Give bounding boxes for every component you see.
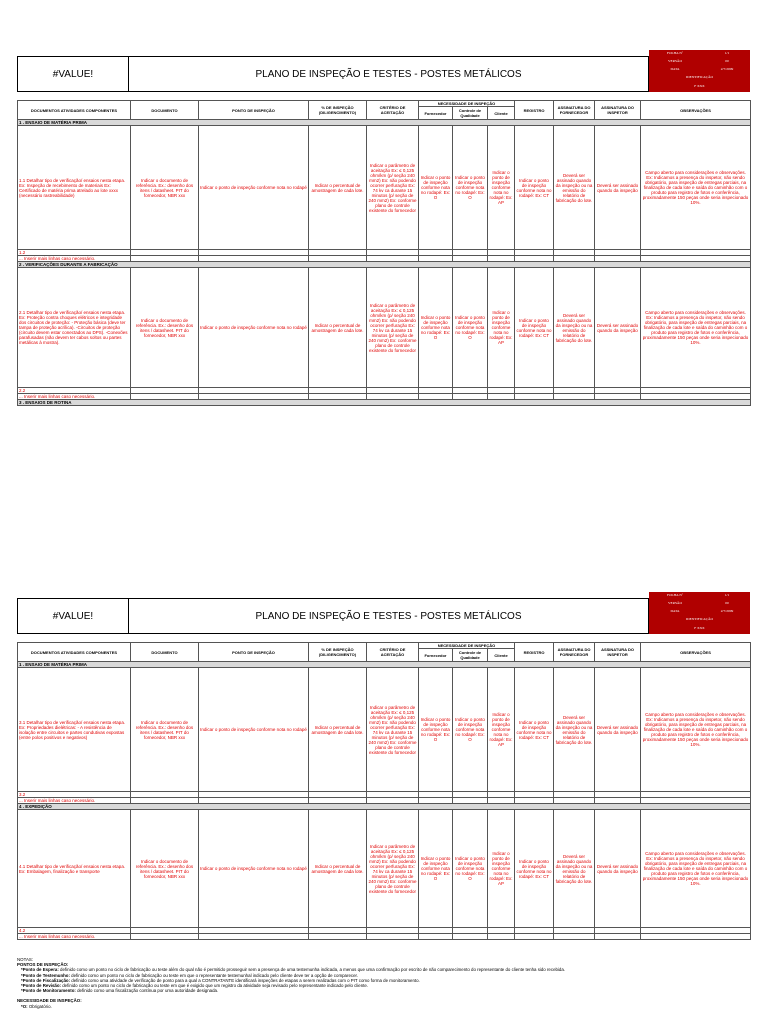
item-number: 4.2: [18, 928, 131, 934]
observacoes-cell: Campo aberto para considerações e observações. Ex: Indicamos a presença do inspetor, não sendo obrigatório, para inspeção de entregas parciais, na finalização de cada lote e saída do caminhão com o produto para registro de fotos e conferência, proximadamente 150 peças onde seria inspecionado 10%.: [641, 126, 751, 250]
identification-value: F XXX: [694, 626, 705, 630]
note-key: *Ponto de Monitoramento:: [21, 988, 76, 994]
info-key: FOLHA Nº: [667, 593, 683, 597]
identification-label: IDENTIFICAÇÃO: [685, 617, 714, 621]
identification-label: IDENTIFICAÇÃO: [685, 75, 714, 79]
note-key: *Ponto de Espera:: [21, 967, 59, 973]
criterio-cell: Indicar o parâmetro de aceitação Ex: ≤ 0,125 ohm/km (p/ seção 240 mm2) Ex: não podendo ocorrer perfuração Ex: 74 kv ca durante 15 minutos (p/ seção de 240 mm2) Ex: conforme plano de controle existente do fornecedor: [367, 668, 419, 792]
col-observacoes: OBSERVAÇÕES: [641, 643, 751, 662]
col-fornecedor: Fornecedor: [419, 649, 453, 662]
fornecedor-cell: Indicar o ponto de inspeção conforme nota no rodapé: Ex: O: [419, 810, 453, 928]
col-criterio: CRITÉRIO DE ACEITAÇÃO: [367, 643, 419, 662]
col-assinatura-inspetor: ASSINATURA DO INSPETOR: [595, 643, 641, 662]
info-value: 1/1: [724, 51, 730, 55]
assinatura-fornecedor-cell: Deverá ser assinado quando da inspeção ou na emissão do relatório de fabricação do lote.: [554, 668, 595, 792]
insert-note: ... Inserir mais linhas caso necessário.: [18, 256, 131, 262]
info-key: DATA: [670, 67, 680, 71]
col-controle: Controle de Qualidade: [453, 649, 488, 662]
info-key: VERSÃO: [667, 59, 682, 63]
controle-cell: Indicar o ponto de inspeção conforme nota no rodapé: Ex: O: [453, 268, 488, 388]
note-key: *Ponto de Testemunho:: [21, 972, 70, 978]
criterio-cell: Indicar o parâmetro de aceitação Ex: ≤ 0,125 ohm/km (p/ seção 240 mm2) Ex: não podendo ocorrer perfuração Ex: 74 kv ca durante 15 minutos (p/ seção de 240 mm2) Ex: conforme plano de controle existente do fornecedor: [367, 268, 419, 388]
col-documentos: DOCUMENTOS ATIVIDADES COMPONENTES: [18, 643, 131, 662]
col-necessidade: NECESSIDADE DE INSPEÇÃO: [419, 643, 515, 649]
value-cell: #VALUE!: [17, 56, 129, 92]
page-1: [17, 50, 750, 420]
col-cliente: Cliente: [488, 649, 515, 662]
cliente-cell: Indicar o ponto de inspeção conforme nota no rodapé: Ex: AP: [488, 268, 515, 388]
pct-cell: Indicar o percentual de amostragem de cada lote.: [309, 810, 367, 928]
pct-cell: Indicar o percentual de amostragem de cada lote.: [309, 268, 367, 388]
section-title: 2 . VERIFICAÇÕES DURANTE A FABRICAÇÃO: [18, 262, 751, 268]
col-ponto: PONTO DE INSPEÇÃO: [199, 101, 309, 120]
value-cell: #VALUE!: [17, 598, 129, 634]
col-observacoes: OBSERVAÇÕES: [641, 101, 751, 120]
observacoes-cell: Campo aberto para considerações e observações. Ex: Indicamos a presença do inspetor, não sendo obrigatório, para inspeção de entregas parciais, na finalização de cada lote e saída do caminhão com o produto para registro de fotos e conferência, proximadamente 150 peças onde seria inspecionado 10%.: [641, 668, 751, 792]
controle-cell: Indicar o ponto de inspeção conforme nota no rodapé: Ex: O: [453, 668, 488, 792]
identification-value: F XXX: [694, 84, 705, 88]
col-pct: % DE INSPEÇÃO (DILIGENCIMENTO): [309, 101, 367, 120]
insert-note: ... Inserir mais linhas caso necessário.: [18, 394, 131, 400]
registro-cell: Indicar o ponto de inspeção conforme nota no rodapé: Ex: CT: [515, 668, 554, 792]
info-key: DATA: [670, 609, 680, 613]
item-description: 2.1 Detalhar tipo de verificação/ ensaios nesta etapa. Ex: Proteção contra choques elétricos e integridade dos circuitos de proteção: - Proteção básica (deve ter tampa de proteção acrílica). -Circuitos de proteção (circuito devem estar conectados ao DPS). -Conexões parafusadas (não devem ter cabos soltos ou partes metálicas à mostra).: [18, 268, 131, 388]
col-controle: Controle de Qualidade: [453, 107, 488, 120]
note-text: definido como um ponto no ciclo de fabricação ou teste além do qual não é permitido prosseguir sem a presença de uma testemunha indicada, a menos que uma confirmação por escrito de não comparecimento do representante do cliente tenha sido recebida.: [58, 967, 566, 973]
registro-cell: Indicar o ponto de inspeção conforme nota no rodapé: Ex: CT: [515, 810, 554, 928]
assinatura-inspetor-cell: Deverá ser assinado quando da inspeção: [595, 268, 641, 388]
info-key: FOLHA Nº: [667, 51, 683, 55]
assinatura-fornecedor-cell: Deverá ser assinado quando da inspeção ou na emissão do relatório de fabricação do lote.: [554, 268, 595, 388]
section-title: 4 . EXPEDIÇÃO: [18, 804, 751, 810]
note-item: [17, 1004, 750, 1009]
document-header: [17, 592, 750, 634]
ponto-cell: Indicar o ponto de inspeção conforme nota no rodapé: [199, 126, 309, 250]
inspection-table: [17, 642, 751, 940]
fornecedor-cell: Indicar o ponto de inspeção conforme nota no rodapé: Ex: O: [419, 268, 453, 388]
criterio-cell: Indicar o parâmetro de aceitação Ex: ≤ 0,125 ohm/km (p/ seção 240 mm2) Ex: não podendo ocorrer perfuração Ex: 74 kv ca durante 15 minutos (p/ seção de 240 mm2) Ex: conforme plano de controle existente do fornecedor: [367, 810, 419, 928]
col-assinatura-fornecedor: ASSINATURA DO FORNECEDOR: [554, 643, 595, 662]
info-value: 00: [725, 59, 729, 63]
note-key: *Ponto de Revisão:: [21, 983, 62, 989]
documento-cell: Indicar o documento de referência. Ex.: desenho dos itens / datasheet. PIT do fornecedor, NBR xxx: [131, 668, 199, 792]
info-value: 2/7/2009: [720, 67, 734, 71]
pontos-title: PONTOS DE INSPEÇÃO:: [17, 962, 69, 968]
document-title: PLANO DE INSPEÇÃO E TESTES - POSTES METÁLICOS: [129, 56, 649, 92]
note-text: Obrigatório.: [27, 1003, 52, 1009]
assinatura-inspetor-cell: Deverá ser assinado quando da inspeção: [595, 126, 641, 250]
pct-cell: Indicar o percentual de amostragem de cada lote.: [309, 668, 367, 792]
page-2: [17, 592, 750, 952]
ponto-cell: Indicar o ponto de inspeção conforme nota no rodapé: [199, 668, 309, 792]
insert-note: ... Inserir mais linhas caso necessário.: [18, 798, 131, 804]
col-assinatura-fornecedor: ASSINATURA DO FORNECEDOR: [554, 101, 595, 120]
note-text: definido como um ponto no ciclo de fabricação ou teste em que é exigido que um registro da atividade seja revisado pelo representante indicado pelo cliente.: [61, 983, 369, 989]
note-key: *Ponto de Fiscalização:: [21, 977, 71, 983]
col-necessidade: NECESSIDADE DE INSPEÇÃO: [419, 101, 515, 107]
documento-cell: Indicar o documento de referência. Ex.: desenho dos itens / datasheet. PIT do fornecedor, NBR xxx: [131, 268, 199, 388]
col-registro: REGISTRO: [515, 643, 554, 662]
cliente-cell: Indicar o ponto de inspeção conforme nota no rodapé: Ex: AP: [488, 668, 515, 792]
document-title: PLANO DE INSPEÇÃO E TESTES - POSTES METÁLICOS: [129, 598, 649, 634]
cliente-cell: Indicar o ponto de inspeção conforme nota no rodapé: Ex: AP: [488, 126, 515, 250]
cliente-cell: Indicar o ponto de inspeção conforme nota no rodapé: Ex: AP: [488, 810, 515, 928]
fornecedor-cell: Indicar o ponto de inspeção conforme nota no rodapé: Ex: O: [419, 668, 453, 792]
documento-cell: Indicar o documento de referência. Ex.: desenho dos itens / datasheet. PIT do fornecedor, NBR xxx: [131, 810, 199, 928]
registro-cell: Indicar o ponto de inspeção conforme nota no rodapé: Ex: CT: [515, 268, 554, 388]
item-number: 1.2: [18, 250, 131, 256]
info-value: 1/1: [724, 593, 730, 597]
note-text: definido como uma atividade de verificação de ponto para a qual a CONTRATANTE identificará inspeções de etapas a serem realizadas com o PIT como forma de monitoramento.: [70, 977, 420, 983]
note-text: definido como um ponto no ciclo de fabricação ou teste em que o representante testemunhal indicado pelo cliente deve ter a opção de comparecer.: [69, 972, 358, 978]
item-description: 3.1 Detalhar tipo de verificação/ ensaios nesta etapa. Ex: Propriedades dielétricas: - A resistência de isolação entre circuitos e partes condutivas expostas (entre polos positivos e negativos): [18, 668, 131, 792]
info-value: 2/7/2009: [720, 609, 734, 613]
info-value: 00: [725, 601, 729, 605]
col-documento: DOCUMENTO: [131, 101, 199, 120]
col-registro: REGISTRO: [515, 101, 554, 120]
fornecedor-cell: Indicar o ponto de inspeção conforme nota no rodapé: Ex: O: [419, 126, 453, 250]
info-box: [649, 50, 750, 92]
notes-title: NOTAS:: [17, 957, 34, 962]
col-documento: DOCUMENTO: [131, 643, 199, 662]
ponto-cell: Indicar o ponto de inspeção conforme nota no rodapé: [199, 268, 309, 388]
assinatura-fornecedor-cell: Deverá ser assinado quando da inspeção ou na emissão do relatório de fabricação do lote.: [554, 810, 595, 928]
info-box: [649, 592, 750, 634]
insert-note: ... Inserir mais linhas caso necessário.: [18, 934, 131, 940]
necessidade-title: NECESSIDADE DE INSPEÇÃO:: [17, 998, 82, 1004]
controle-cell: Indicar o ponto de inspeção conforme nota no rodapé: Ex: O: [453, 126, 488, 250]
col-documentos: DOCUMENTOS ATIVIDADES COMPONENTES: [18, 101, 131, 120]
item-description: 1.1 Detalhar tipo de verificação/ ensaios nesta etapa. Ex: Inspeção de recebimento de materiais Ex: Certificado de matéria prima atrelado ao lote xxxx (necessário rastreabilidade): [18, 126, 131, 250]
col-criterio: CRITÉRIO DE ACEITAÇÃO: [367, 101, 419, 120]
controle-cell: Indicar o ponto de inspeção conforme nota no rodapé: Ex: O: [453, 810, 488, 928]
criterio-cell: Indicar o parâmetro de aceitação Ex: ≤ 0,125 ohm/km (p/ seção 240 mm2) Ex: não podendo ocorrer perfuração Ex: 74 kv ca durante 15 minutos (p/ seção de 240 mm2) Ex: conforme plano de controle existente do fornecedor: [367, 126, 419, 250]
registro-cell: Indicar o ponto de inspeção conforme nota no rodapé: Ex: CT: [515, 126, 554, 250]
assinatura-inspetor-cell: Deverá ser assinado quando da inspeção: [595, 668, 641, 792]
item-number: 3.2: [18, 792, 131, 798]
col-cliente: Cliente: [488, 107, 515, 120]
item-description: 4.1 Detalhar tipo de verificação/ ensaios nesta etapa. Ex: Embalagem, finalização e transporte: [18, 810, 131, 928]
section-title: 1 . ENSAIO DE MATÉRIA PRIMA: [18, 662, 751, 668]
documento-cell: Indicar o documento de referência. Ex.: desenho dos itens / datasheet. PIT do fornecedor, NBR xxx: [131, 126, 199, 250]
ponto-cell: Indicar o ponto de inspeção conforme nota no rodapé: [199, 810, 309, 928]
col-assinatura-inspetor: ASSINATURA DO INSPETOR: [595, 101, 641, 120]
assinatura-inspetor-cell: Deverá ser assinado quando da inspeção: [595, 810, 641, 928]
section-title: 3 . ENSAIOS DE ROTINA: [18, 400, 751, 406]
col-ponto: PONTO DE INSPEÇÃO: [199, 643, 309, 662]
note-key: *O:: [21, 1003, 28, 1009]
inspection-table: [17, 100, 751, 406]
note-text: definido como uma fiscalização contínua por uma autoridade designada.: [75, 988, 219, 994]
col-fornecedor: Fornecedor: [419, 107, 453, 120]
info-key: VERSÃO: [667, 601, 682, 605]
document-header: [17, 50, 750, 92]
assinatura-fornecedor-cell: Deverá ser assinado quando da inspeção ou na emissão do relatório de fabricação do lote.: [554, 126, 595, 250]
observacoes-cell: Campo aberto para considerações e observações. Ex: Indicamos a presença do inspetor, não sendo obrigatório, para inspeção de entregas parciais, na finalização de cada lote e saída do caminhão com o produto para registro de fotos e conferência, proximadamente 150 peças onde seria inspecionado 10%.: [641, 810, 751, 928]
notes-block: [17, 957, 750, 1009]
col-pct: % DE INSPEÇÃO (DILIGENCIMENTO): [309, 643, 367, 662]
pct-cell: Indicar o percentual de amostragem de cada lote.: [309, 126, 367, 250]
item-number: 2.2: [18, 388, 131, 394]
section-title: 1 . ENSAIO DE MATÉRIA PRIMA: [18, 120, 751, 126]
observacoes-cell: Campo aberto para considerações e observações. Ex: Indicamos a presença do inspetor, não sendo obrigatório, para inspeção de entregas parciais, na finalização de cada lote e saída do caminhão com o produto para registro de fotos e conferência, proximadamente 150 peças onde seria inspecionado 10%.: [641, 268, 751, 388]
